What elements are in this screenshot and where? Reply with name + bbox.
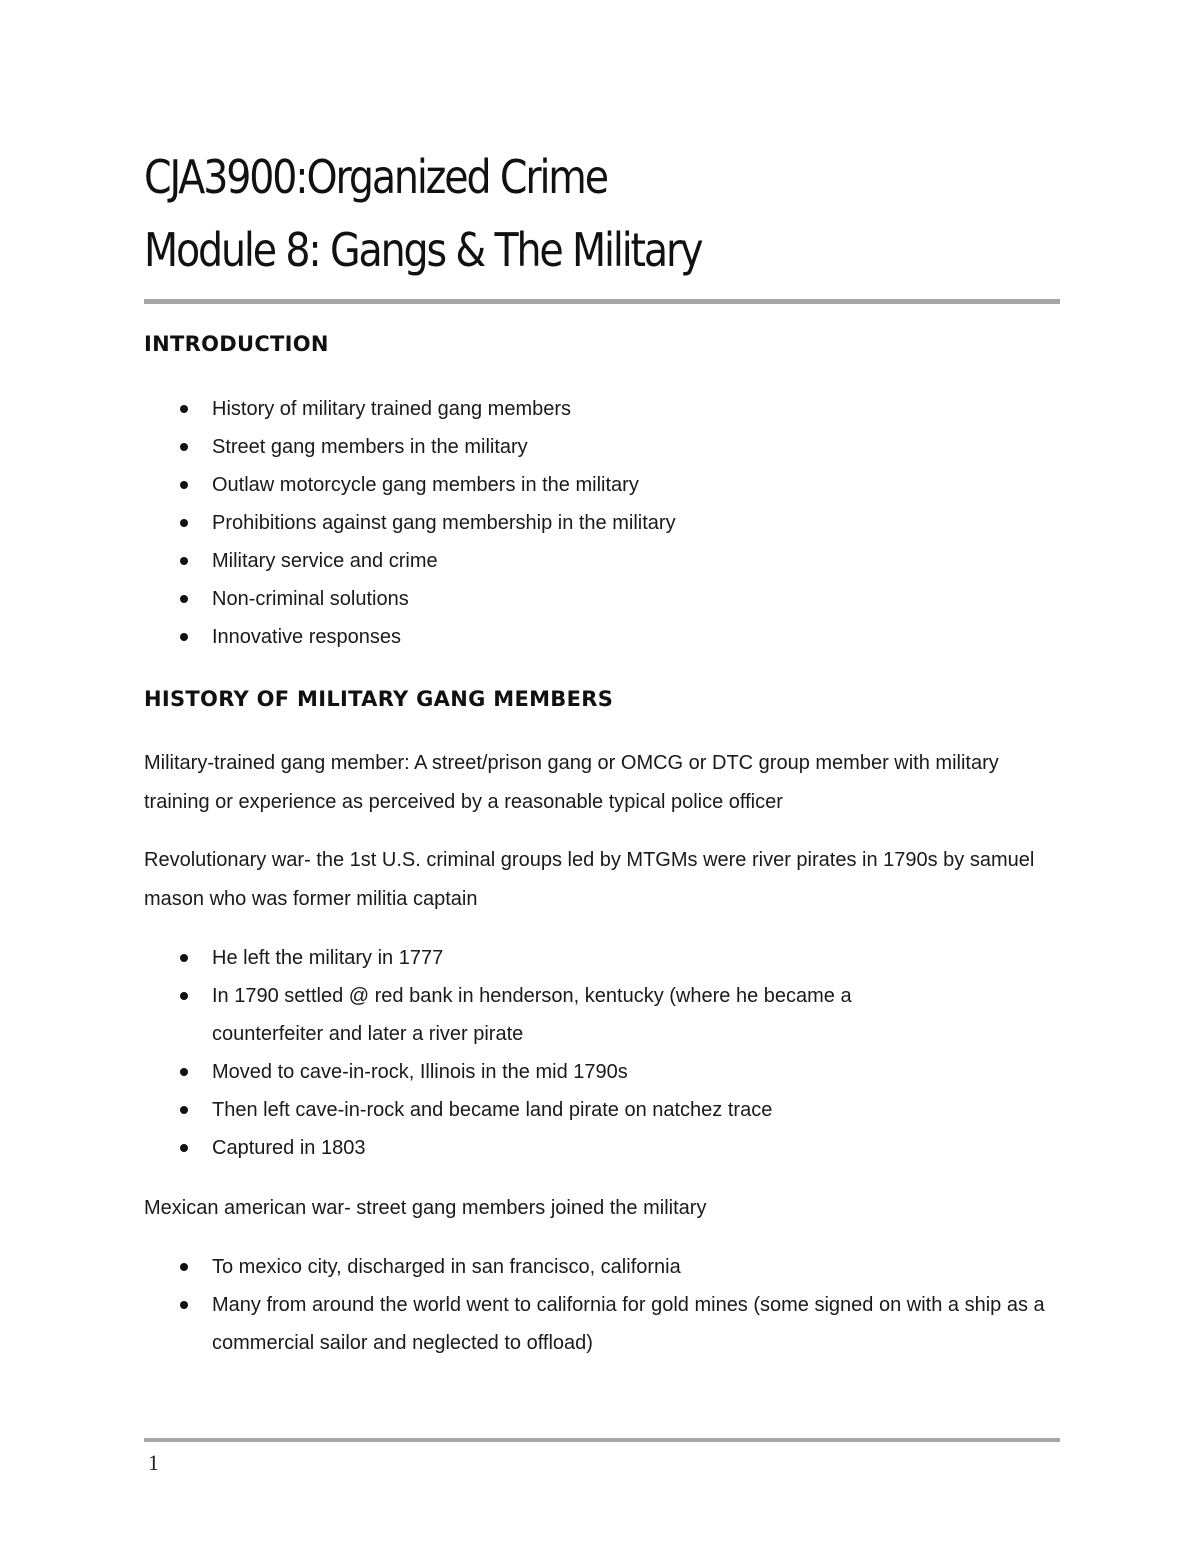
bullet-icon (180, 992, 188, 1000)
list-item: Prohibitions against gang membership in the military (144, 504, 1060, 542)
list-item: Innovative responses (144, 618, 1060, 656)
bullet-icon (180, 443, 188, 451)
bullet-icon (180, 405, 188, 413)
list-item: In 1790 settled @ red bank in henderson, kentucky (where he became a counterfeiter and later a river pirate (144, 977, 1060, 1053)
list-item: To mexico city, discharged in san francisco, california (144, 1248, 1060, 1286)
footer-divider (144, 1438, 1060, 1442)
list-item: Many from around the world went to california for gold mines (some signed on with a ship as a commercial sailor and neglected to offload) (144, 1286, 1060, 1362)
samuel-mason-list (144, 939, 1060, 1167)
bullet-icon (180, 1301, 188, 1309)
page-number: 1 (148, 1450, 159, 1475)
bullet-icon (180, 633, 188, 641)
bullet-icon (180, 519, 188, 527)
list-item: He left the military in 1777 (144, 939, 1060, 977)
list-item: Then left cave-in-rock and became land pirate on natchez trace (144, 1091, 1060, 1129)
list-item: Military service and crime (144, 542, 1060, 580)
bullet-icon (180, 1263, 188, 1271)
bullet-icon (180, 481, 188, 489)
bullet-icon (180, 1106, 188, 1114)
bullet-icon (180, 557, 188, 565)
title-divider (144, 299, 1060, 304)
definition-paragraph: Military-trained gang member: A street/prison gang or OMCG or DTC group member with military training or experience as perceived by a reasonable typical police officer (144, 752, 999, 813)
introduction-list (144, 390, 1060, 656)
list-item: Outlaw motorcycle gang members in the military (144, 466, 1060, 504)
bullet-icon (180, 954, 188, 962)
bullet-icon (180, 1144, 188, 1152)
history-heading: HISTORY OF MILITARY GANG MEMBERS (144, 687, 614, 711)
bullet-icon (180, 595, 188, 603)
mexican-american-war-paragraph: Mexican american war- street gang members joined the military (144, 1197, 707, 1219)
list-item: History of military trained gang members (144, 390, 1060, 428)
list-item: Moved to cave-in-rock, Illinois in the mid 1790s (144, 1053, 1060, 1091)
document-subtitle: Module 8: Gangs & The Military (144, 223, 702, 277)
list-item: Captured in 1803 (144, 1129, 1060, 1167)
document-title: CJA3900:Organized Crime (144, 150, 607, 204)
bullet-icon (180, 1068, 188, 1076)
revolutionary-war-paragraph: Revolutionary war- the 1st U.S. criminal groups led by MTGMs were river pirates in 1790s by samuel mason who was former militia captain (144, 849, 1035, 910)
list-item: Street gang members in the military (144, 428, 1060, 466)
introduction-heading: INTRODUCTION (144, 332, 329, 356)
mexican-american-war-list (144, 1248, 1060, 1362)
list-item: Non-criminal solutions (144, 580, 1060, 618)
